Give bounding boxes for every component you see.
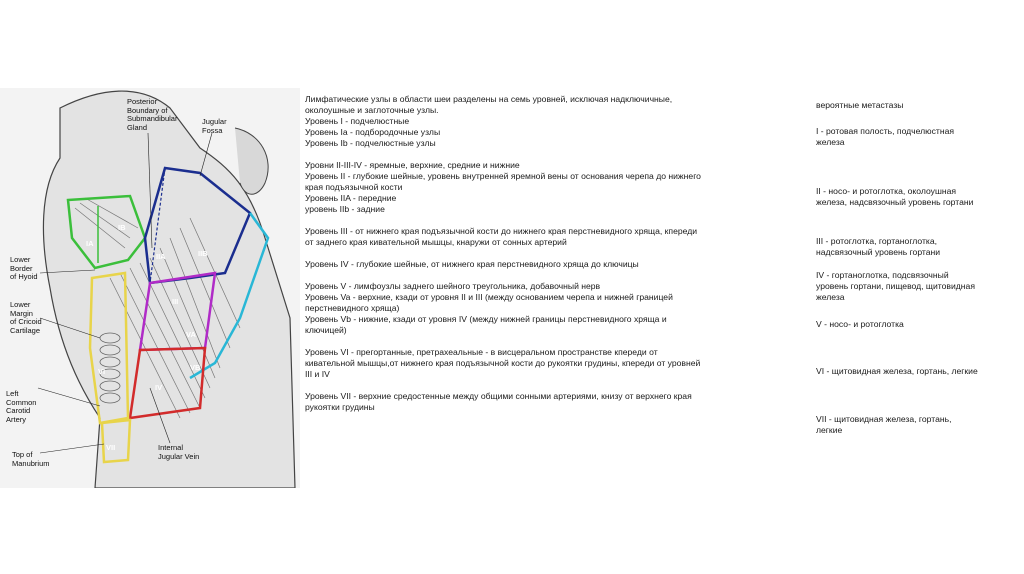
description-line: Уровень VI - прегортанные, претрахеальные - в висцеральном пространстве кпереди от [305,347,658,357]
label-internal-jugular-vein: Internal Jugular Vein [158,443,200,461]
metastasis-line: уровень гортани, пищевод, щитовидная [816,281,975,291]
metastasis-line: надсвязочный уровень гортани [816,247,941,257]
description-block [305,94,805,149]
level-iib-label: IIB [198,249,208,258]
label-lower-margin-cricoid: Lower Margin of Cricoid Cartilage [10,300,42,335]
metastasis-line: железа [816,137,845,147]
level-iii-label: III [172,297,179,306]
metastasis-line: легкие [816,425,843,435]
neck-lymph-node-diagram [0,88,300,488]
level-vi-label: VI [98,367,106,376]
description-line: Уровень IIA - передние [305,193,397,203]
neck-anatomy-illustration [0,88,300,488]
description-line: ключицей) [305,325,347,335]
metastasis-line: I - ротовая полость, подчелюстная [816,126,955,136]
metastasis-line: II - носо- и ротоглотка, околоушная [816,186,957,196]
description-block [305,281,805,336]
description-block [305,160,805,215]
description-line: Уровень Vb - нижние, кзади от уровня IV (между нижней границы перстневидного хряща и [305,314,667,324]
metastasis-line: V - носо- и ротоглотка [816,319,904,329]
level-vii-label: VII [106,443,116,452]
metastasis-line: железа, надсвязочный уровень гортани [816,197,974,207]
level-iv-label: IV [155,383,163,392]
level-ib-label: IB [118,223,126,232]
level-iia-label: IIA [156,252,166,261]
description-line: Уровень IV - глубокие шейные, от нижнего края перстневидного хряща до ключицы [305,259,639,269]
metastasis-item [816,414,1016,436]
label-left-common-carotid: Left Common Carotid Artery [6,389,37,424]
metastasis-item [816,366,1016,377]
metastasis-item [816,319,1016,330]
description-line: Лимфатические узлы в области шеи разделены на семь уровней, исключая надключичные, [305,94,673,104]
description-line: Уровень III - от нижнего края подъязычной кости до нижнего края перстневидного хряща, кпереди [305,226,698,236]
description-block [305,259,805,270]
description-line: Уровень II - глубокие шейные, уровень внутренней яремной вены от основания черепа до нижнего [305,171,701,181]
ear-shape [235,128,268,194]
description-line: III и IV [305,369,330,379]
description-line: кивательной мышцы,от нижнего края подъязычной кости до рукоятки грудины, кпереди от уровней [305,358,701,368]
description-block [305,347,805,380]
description-line: перстневидного хряща) [305,303,400,313]
metastasis-line: IV - гортаноглотка, подсвязочный [816,270,949,280]
metastasis-item [816,126,1016,148]
metastasis-line: VII - щитовидная железа, гортань, [816,414,952,424]
description-line: Уровень I - подчелюстные [305,116,410,126]
description-line: Уровень V - лимфоузлы заднего шейного треугольника, добавочный нерв [305,281,601,291]
metastasis-line: III - ротоглотка, гортаноглотка, [816,236,938,246]
description-block [305,226,805,248]
metastases-header: вероятные метастазы [816,100,904,110]
description-line: Уровень Ib - подчелюстные узлы [305,138,436,148]
label-lower-border-hyoid: Lower Border of Hyoid [10,255,38,281]
description-line: от заднего края кивательной мышцы, кнаружи от сонных артерий [305,237,567,247]
description-line: рукоятки грудины [305,402,375,412]
metastasis-item [816,186,1016,208]
level-ia-label: IA [86,239,94,248]
level-va-label: VA [186,330,196,339]
description-block [305,391,805,413]
description-line: околоушные и заглоточные узлы. [305,105,439,115]
label-jugular-fossa: Jugular Fossa [202,117,227,135]
metastasis-item [816,270,1016,303]
description-line: края подъязычной кости [305,182,403,192]
metastasis-line: VI - щитовидная железа, гортань, легкие [816,366,978,376]
description-line: Уровни II-III-IV - яремные, верхние, средние и нижние [305,160,520,170]
lymph-levels-description [305,94,805,424]
description-line: Уровень VII - верхние средостенные между общими сонными артериями, книзу от верхнего края [305,391,692,401]
description-line: Уровень Ia - подбородочные узлы [305,127,441,137]
level-vb-label: VB [190,363,201,372]
metastasis-line: железа [816,292,845,302]
label-posterior-boundary: Posterior Boundary of Submandibular Gland [127,97,178,132]
metastasis-item [816,236,1016,258]
description-line: уровень IIb - задние [305,204,385,214]
label-top-of-manubrium: Top of Manubrium [12,450,50,468]
description-line: Уровень Va - верхние, кзади от уровня II и III (между основанием черепа и нижней границей [305,292,673,302]
